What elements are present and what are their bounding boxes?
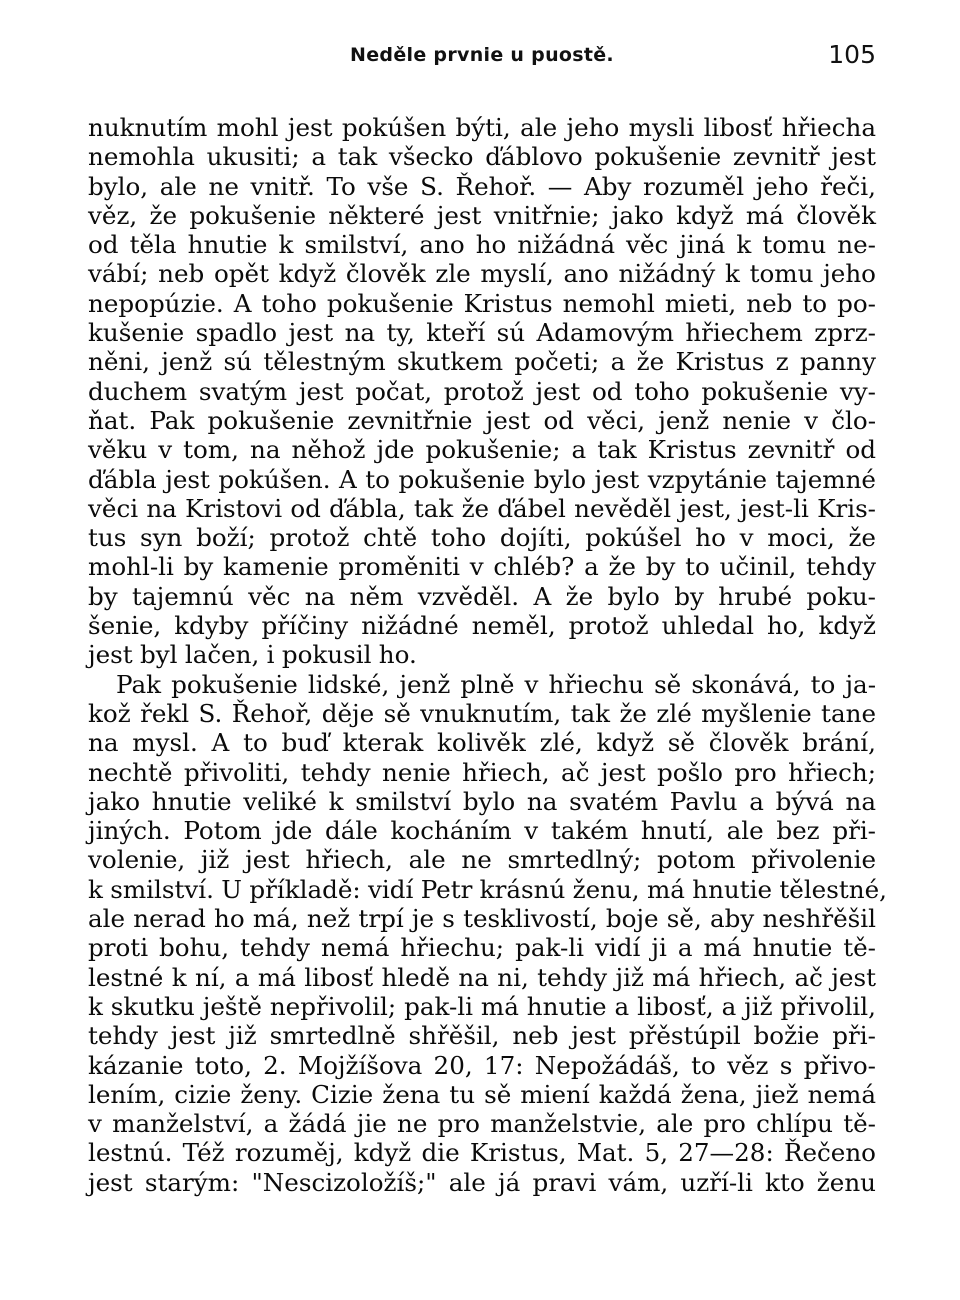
text-line: jako hnutie veliké k smilství bylo na svatém Pavlu a bývá na xyxy=(88,786,876,816)
text-line: ňat. Pak pokušenie zevnitřnie jest od věci, jenž nenie v člo- xyxy=(88,405,876,435)
text-line: by tajemnú věc na něm vzvěděl. A že bylo by hrubé poku- xyxy=(88,581,876,611)
page-number: 105 xyxy=(828,40,876,69)
text-line: duchem svatým jest počat, protož jest od toho pokušenie vy- xyxy=(88,376,876,406)
text-line: nemohla ukusiti; a tak všecko ďáblovo pokušenie zevnitř jest xyxy=(88,142,876,172)
text-line: volenie, již jest hřiech, ale ne smrtedlný; potom přivolenie xyxy=(88,845,876,875)
text-line: jest starým: "Nescizoložíš;" ale já pravi vám, uzří-li kto ženu xyxy=(88,1167,876,1197)
text-line: nuknutím mohl jest pokúšen býti, ale jeho mysli libosť hřiecha xyxy=(88,113,876,142)
text-line: něni, jenž sú tělestným skutkem početi; a že Kristus z panny xyxy=(88,347,876,377)
text-line: vábí; neb opět když člověk zle myslí, ano nižádný k tomu jeho xyxy=(88,259,876,289)
text-line: v manželství, a žádá jie ne pro manželstvie, ale pro chlípu tě- xyxy=(88,1109,876,1139)
text-line: tehdy jest již smrtedlně shřěšil, neb jest přěstúpil božie při- xyxy=(88,1021,876,1051)
text-line: jiných. Potom jde dále kocháním v takém hnutí, ale bez při- xyxy=(88,816,876,846)
text-line: bylo, ale ne vnitř. To vše S. Řehoř. — Aby rozuměl jeho řeči, xyxy=(88,171,876,201)
text-line: kušenie spadlo jest na ty, kteří sú Adamovým hřiechem zprz- xyxy=(88,318,876,348)
text-line: k smilství. U příkladě: vidí Petr krásnú ženu, má hnutie tělestné, xyxy=(88,874,887,904)
text-line: od těla hnutie k smilství, ano ho nižádná věc jiná k tomu ne- xyxy=(88,230,876,260)
text-line: mohl-li by kamenie proměniti v chléb? a že by to učinil, tehdy xyxy=(88,552,876,582)
body-text xyxy=(88,113,887,1197)
running-title: Neděle prvnie u puostě. xyxy=(350,44,614,66)
text-line: věci na Kristovi od ďábla, tak že ďábel nevěděl jest, jest-li Kris- xyxy=(88,493,876,523)
text-line: věz, že pokušenie některé jest vnitřnie; jako když má člověk xyxy=(88,200,876,230)
text-line: proti bohu, tehdy nemá hřiechu; pak-li vidí ji a má hnutie tě- xyxy=(88,933,876,963)
text-line: kázanie toto, 2. Mojžíšova 20, 17: Nepožádáš, to věz s přivo- xyxy=(88,1050,876,1080)
text-line: lením, cizie ženy. Cizie žena tu sě miení každá žena, jiež nemá xyxy=(88,1079,876,1109)
text-line: lestné k ní, a má libosť hledě na ni, tehdy již má hřiech, ač jest xyxy=(88,962,876,992)
text-line: ale nerad ho má, než trpí je s tesklivostí, boje sě, aby neshřěšil xyxy=(88,904,876,934)
text-line: kož řekl S. Řehoř, děje sě vnuknutím, tak že zlé myšlenie tane xyxy=(88,698,876,728)
paragraph xyxy=(88,669,887,1197)
text-line: lestnú. Též rozuměj, když die Kristus, Mat. 5, 27—28: Řečeno xyxy=(88,1138,876,1168)
text-line: na mysl. A to buď kterak kolivěk zlé, když sě člověk brání, xyxy=(88,728,876,758)
text-line: k skutku ještě nepřivolil; pak-li má hnutie a libosť, a již přivolil, xyxy=(88,991,876,1021)
text-line: jest byl lačen, i pokusil ho. xyxy=(88,640,417,670)
text-line: nechtě přivoliti, tehdy nenie hřiech, ač jest pošlo pro hřiech; xyxy=(88,757,876,787)
text-line: nepopúzie. A toho pokušenie Kristus nemohl mieti, neb to po- xyxy=(88,288,876,318)
text-line: šenie, kdyby příčiny nižádné neměl, protož uhledal ho, když xyxy=(88,611,876,641)
text-line: Pak pokušenie lidské, jenž plně v hřiechu sě skonává, to ja- xyxy=(116,669,876,699)
text-line: ďábla jest pokúšen. A to pokušenie bylo jest vzpytánie tajemné xyxy=(88,464,876,494)
paragraph xyxy=(88,113,876,670)
text-line: tus syn boží; protož chtě toho dojíti, pokúšel ho v moci, že xyxy=(88,523,876,553)
page-header xyxy=(88,38,876,78)
text-line: věku v tom, na něhož jde pokušenie; a tak Kristus zevnitř od xyxy=(88,435,876,465)
